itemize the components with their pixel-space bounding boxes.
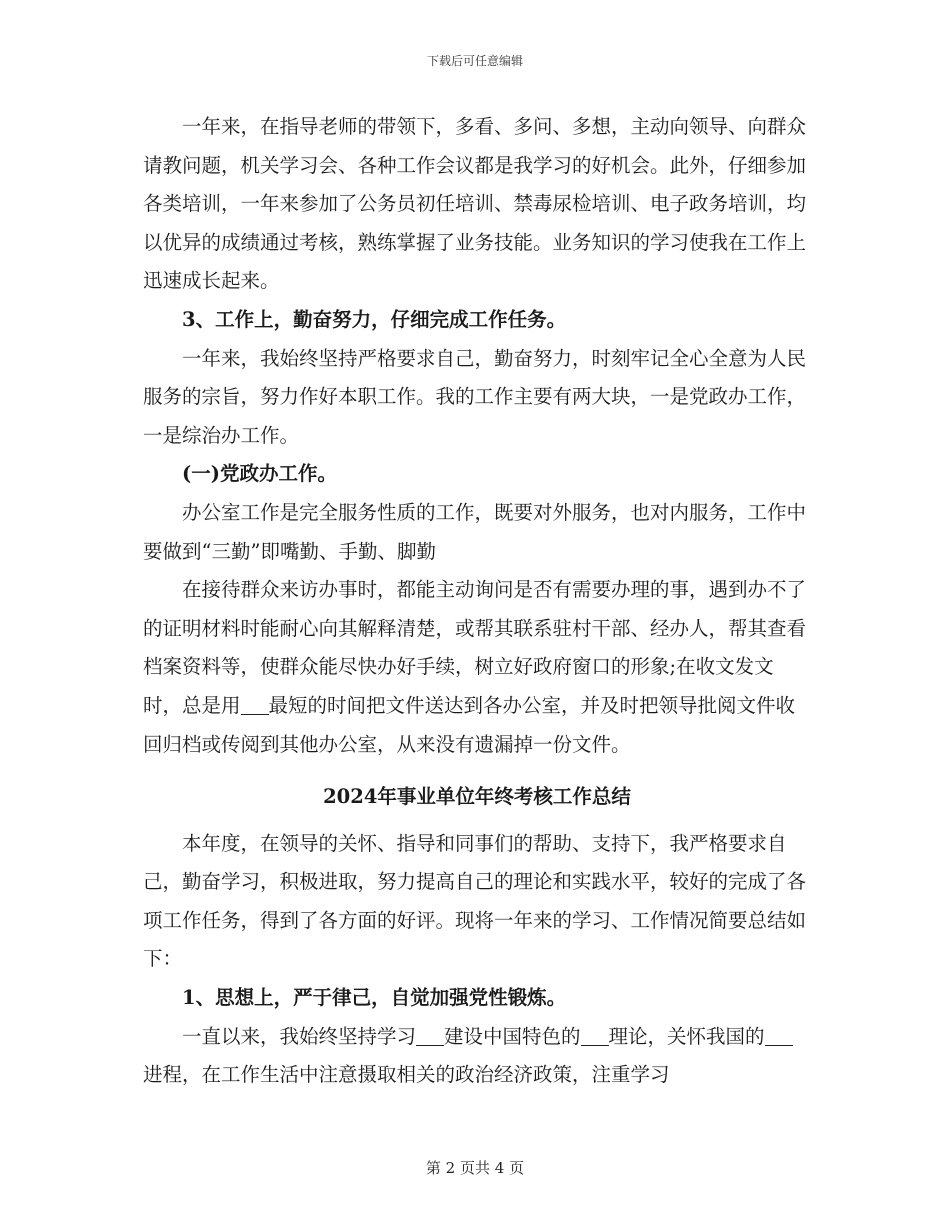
text-segment: 最短的时间把文件送达到各办公室，并及时把领导批阅文件收回归档或传阅到其他办公室，从来没有遗漏掉一份文件。	[143, 693, 796, 756]
blank-underline	[581, 1025, 609, 1046]
text-segment: 在接待群众来访办事时，都能主动询问是否有需要办理的事，遇到办不了的证明材料时能耐心向其解释清楚，或帮其联系驻村干部、经办人，帮其查看档案资料等，使群众能尽快办好手续，树立好政府窗口的形象;在收文发文时，总是用	[143, 578, 807, 717]
paragraph	[143, 571, 811, 764]
section-heading: 1、思想上，严于律己，自觉加强党性锻炼。	[182, 986, 567, 1010]
document-body	[143, 108, 811, 1095]
page-footer: 第 2 页共 4 页	[425, 1159, 525, 1177]
text-segment: 一直以来，我始终坚持学习	[182, 1024, 417, 1048]
paragraph: 办公室工作是完全服务性质的工作，既要对外服务，也对内服务，工作中要做到“三勤”即嘴勤、手勤、脚勤	[143, 500, 807, 563]
paragraph	[143, 1018, 811, 1095]
blank-underline	[416, 1025, 444, 1046]
document-title: 2024年事业单位年终考核工作总结	[323, 785, 631, 809]
paragraph: 一年来，在指导老师的带领下，多看、多问、多想，主动向领导、向群众请教问题，机关学习会、各种工作会议都是我学习的好机会。此外，仔细参加各类培训，一年来参加了公务员初任培训、禁毒尿检培训、电子政务培训，均以优异的成绩通过考核，熟练掌握了业务技能。业务知识的学习使我在工作上迅速成长起来。	[143, 115, 807, 293]
text-segment: 建设中国特色的	[444, 1024, 581, 1048]
subsection-heading: (一)党政办工作。	[182, 462, 337, 486]
page-header: 下载后可任意编辑	[426, 54, 523, 68]
text-segment: 进程，在工作生活中注意摄取相关的政治经济政策，注重学习	[143, 1063, 670, 1087]
blank-underline	[241, 694, 269, 715]
paragraph: 一年来，我始终坚持严格要求自己，勤奋努力，时刻牢记全心全意为人民服务的宗旨，努力作好本职工作。我的工作主要有两大块，一是党政办工作，一是综治办工作。	[143, 346, 807, 447]
paragraph: 本年度，在领导的关怀、指导和同事们的帮助、支持下，我严格要求自己，勤奋学习，积极进取，努力提高自己的理论和实践水平，较好的完成了各项工作任务，得到了各方面的好评。现将一年来的学习、工作情况简要总结如下：	[143, 831, 807, 971]
section-heading: 3、工作上，勤奋努力，仔细完成工作任务。	[182, 307, 567, 331]
text-segment: 理论，关怀我国的	[608, 1024, 765, 1048]
blank-underline	[765, 1025, 793, 1046]
